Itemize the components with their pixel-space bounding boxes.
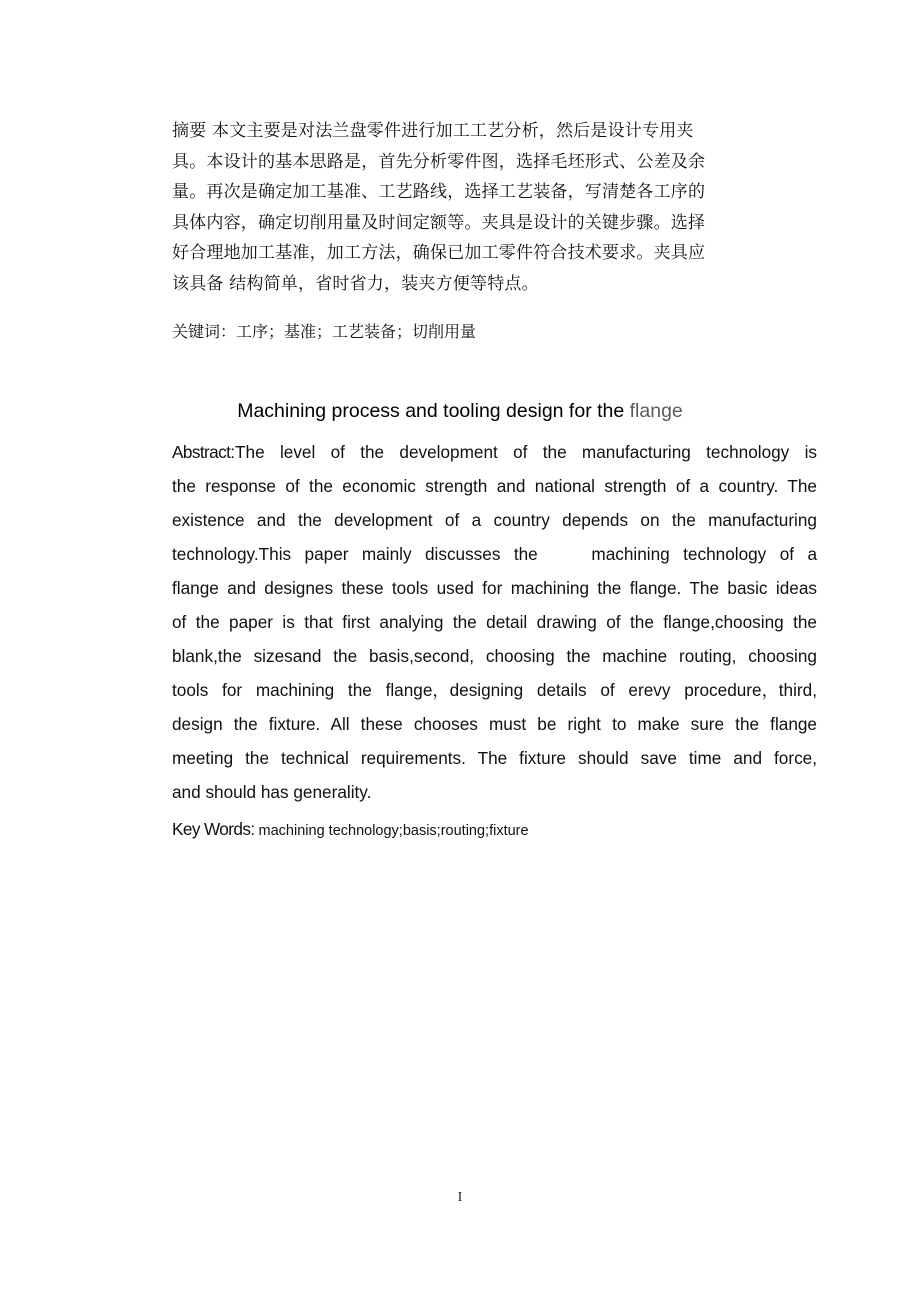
english-abstract-line: [172, 741, 817, 775]
english-abstract-line: [172, 673, 817, 707]
chinese-abstract: [172, 116, 757, 299]
english-abstract-line: [172, 775, 817, 809]
chinese-abstract-line: 具。本设计的基本思路是，首先分析零件图，选择毛坯形式、公差及余: [172, 151, 706, 172]
chinese-abstract-line: 量。再次是确定加工基准、工艺路线，选择工艺装备，写清楚各工序的: [172, 182, 706, 202]
english-abstract-line: [172, 469, 817, 503]
chinese-abstract-line: 具体内容，确定切削用量及时间定额等。夹具是设计的关键步骤。选择: [172, 212, 706, 233]
english-abstract-line-text: design the fixture. All these chooses must be right to make sure the flange: [172, 714, 817, 734]
english-abstract-line: [172, 435, 817, 469]
english-keywords: [172, 814, 529, 846]
english-abstract: [172, 435, 817, 809]
english-abstract-line-text: existence and the development of a country depends on the manufacturing: [172, 510, 817, 530]
english-abstract-line-text: :The level of the development of the manufacturing technology is: [230, 442, 817, 462]
english-title-accent: flange: [629, 400, 683, 422]
keywords-value: machining technology;basis;routing;fixture: [254, 823, 529, 839]
english-abstract-line: [172, 537, 817, 571]
english-abstract-line: [172, 571, 817, 605]
english-title-main: Machining process and tooling design for the: [237, 400, 630, 422]
keywords-label: Key Words:: [172, 819, 255, 839]
english-abstract-line-text: flange and designes these tools used for machining the flange. The basic ideas: [172, 578, 817, 598]
english-abstract-line-text: the response of the economic strength and national strength of a country. The: [172, 476, 817, 496]
english-abstract-line: [172, 707, 817, 741]
english-abstract-first-line: [172, 435, 817, 469]
page-number: I: [457, 1190, 463, 1205]
chinese-abstract-line: 摘要 本文主要是对法兰盘零件进行加工工艺分析，然后是设计专用夹: [172, 121, 694, 141]
abstract-label: Abstract: [172, 442, 231, 462]
english-abstract-line-text: tools for machining the flange，designing details of erevy procedure，third,: [172, 680, 817, 700]
english-abstract-line: [172, 503, 817, 537]
english-abstract-line-text: of the paper is that first analying the detail drawing of the flange,choosing the: [172, 612, 817, 632]
chinese-abstract-line: 好合理地加工基准，加工方法，确保已加工零件符合技术要求。夹具应: [172, 243, 706, 263]
chinese-keywords: 关键词：工序；基准；工艺装备；切削用量: [172, 322, 477, 341]
english-abstract-line: [172, 639, 817, 673]
english-abstract-line: [172, 605, 817, 639]
chinese-abstract-line: 该具备 结构简单，省时省力，装夹方便等特点。: [172, 273, 539, 294]
english-abstract-line-text: and should has generality.: [172, 782, 372, 802]
english-abstract-line-text: technology.This paper mainly discusses the machining technology of a: [172, 544, 817, 564]
english-abstract-line-text: blank,the sizesand the basis,second, choosing the machine routing, choosing: [172, 646, 817, 666]
english-abstract-line-text: meeting the technical requirements. The fixture should save time and force,: [172, 748, 817, 768]
english-title: [0, 396, 920, 426]
